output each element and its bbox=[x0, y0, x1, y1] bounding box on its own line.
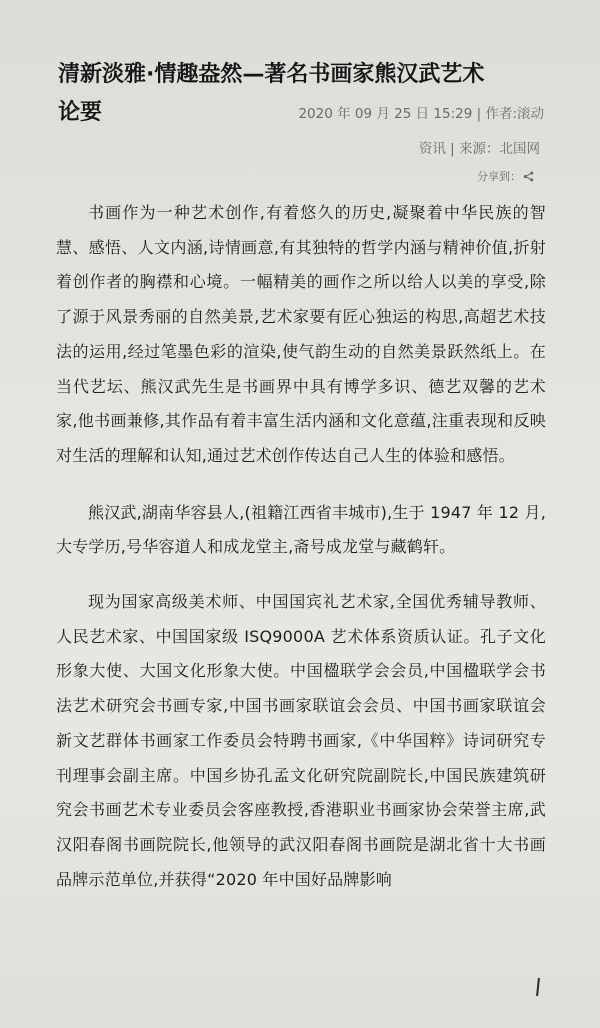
article-title: 清新淡雅·情趣盎然—著名书画家熊汉武艺术 bbox=[58, 62, 485, 87]
share-label: 分享到： bbox=[477, 170, 521, 183]
share-icon bbox=[523, 171, 534, 182]
pen-mark bbox=[536, 978, 540, 996]
article-date-author: 2020 年 09 月 25 日 15:29 | 作者:滚动 bbox=[298, 106, 544, 122]
paragraph-titles: 现为国家高级美术师、中国国宾礼艺术家,全国优秀辅导教师、人民艺术家、中国国家级 ISQ9000A 艺术体系资质认证。孔子文化形象大使、大国文化形象大使。中国楹联学会会员,中国楹联学会书法艺术研究会书画专家,中国书画家联谊会会员、中国书画家联谊会新文艺群体书画家工作委员会特聘书画家,《中华国粹》诗词研究专刊理事会副主席。中国乡协孔孟文化研究院副院长,中国民族建筑研究会书画艺术专业委员会客座教授,香港职业书画家协会荣誉主席,武汉阳春阁书画院院长,他领导的武汉阳春阁书画院是湖北省十大书画品牌示范单位,并获得“2020 年中国好品牌影响 bbox=[56, 592, 546, 889]
share-button[interactable] bbox=[477, 168, 534, 184]
article-source: 资讯 | 来源：北国网 bbox=[418, 141, 540, 157]
article-body bbox=[56, 196, 546, 897]
paragraph-intro: 书画作为一种艺术创作,有着悠久的历史,凝聚着中华民族的智慧、感悟、人文内涵,诗情画意,有其独特的哲学内涵与精神价值,折射着创作者的胸襟和心境。一幅精美的画作之所以给人以美的享受,除了源于风景秀丽的自然美景,艺术家要有匠心独运的构思,高超艺术技法的运用,经过笔墨色彩的渲染,使气韵生动的自然美景跃然纸上。在当代艺坛、熊汉武先生是书画界中具有博学多识、德艺双馨的艺术家,他书画兼修,其作品有着丰富生活内涵和文化意蕴,注重表现和反映对生活的理解和认知,通过艺术创作传达自己人生的体验和感悟。 bbox=[56, 203, 546, 465]
article-title-continued: 论要 bbox=[58, 100, 103, 125]
paragraph-biography: 熊汉武,湖南华容县人,(祖籍江西省丰城市),生于 1947 年 12 月,大专学历,号华容道人和成龙堂主,斋号成龙堂与藏鹤轩。 bbox=[56, 502, 546, 557]
